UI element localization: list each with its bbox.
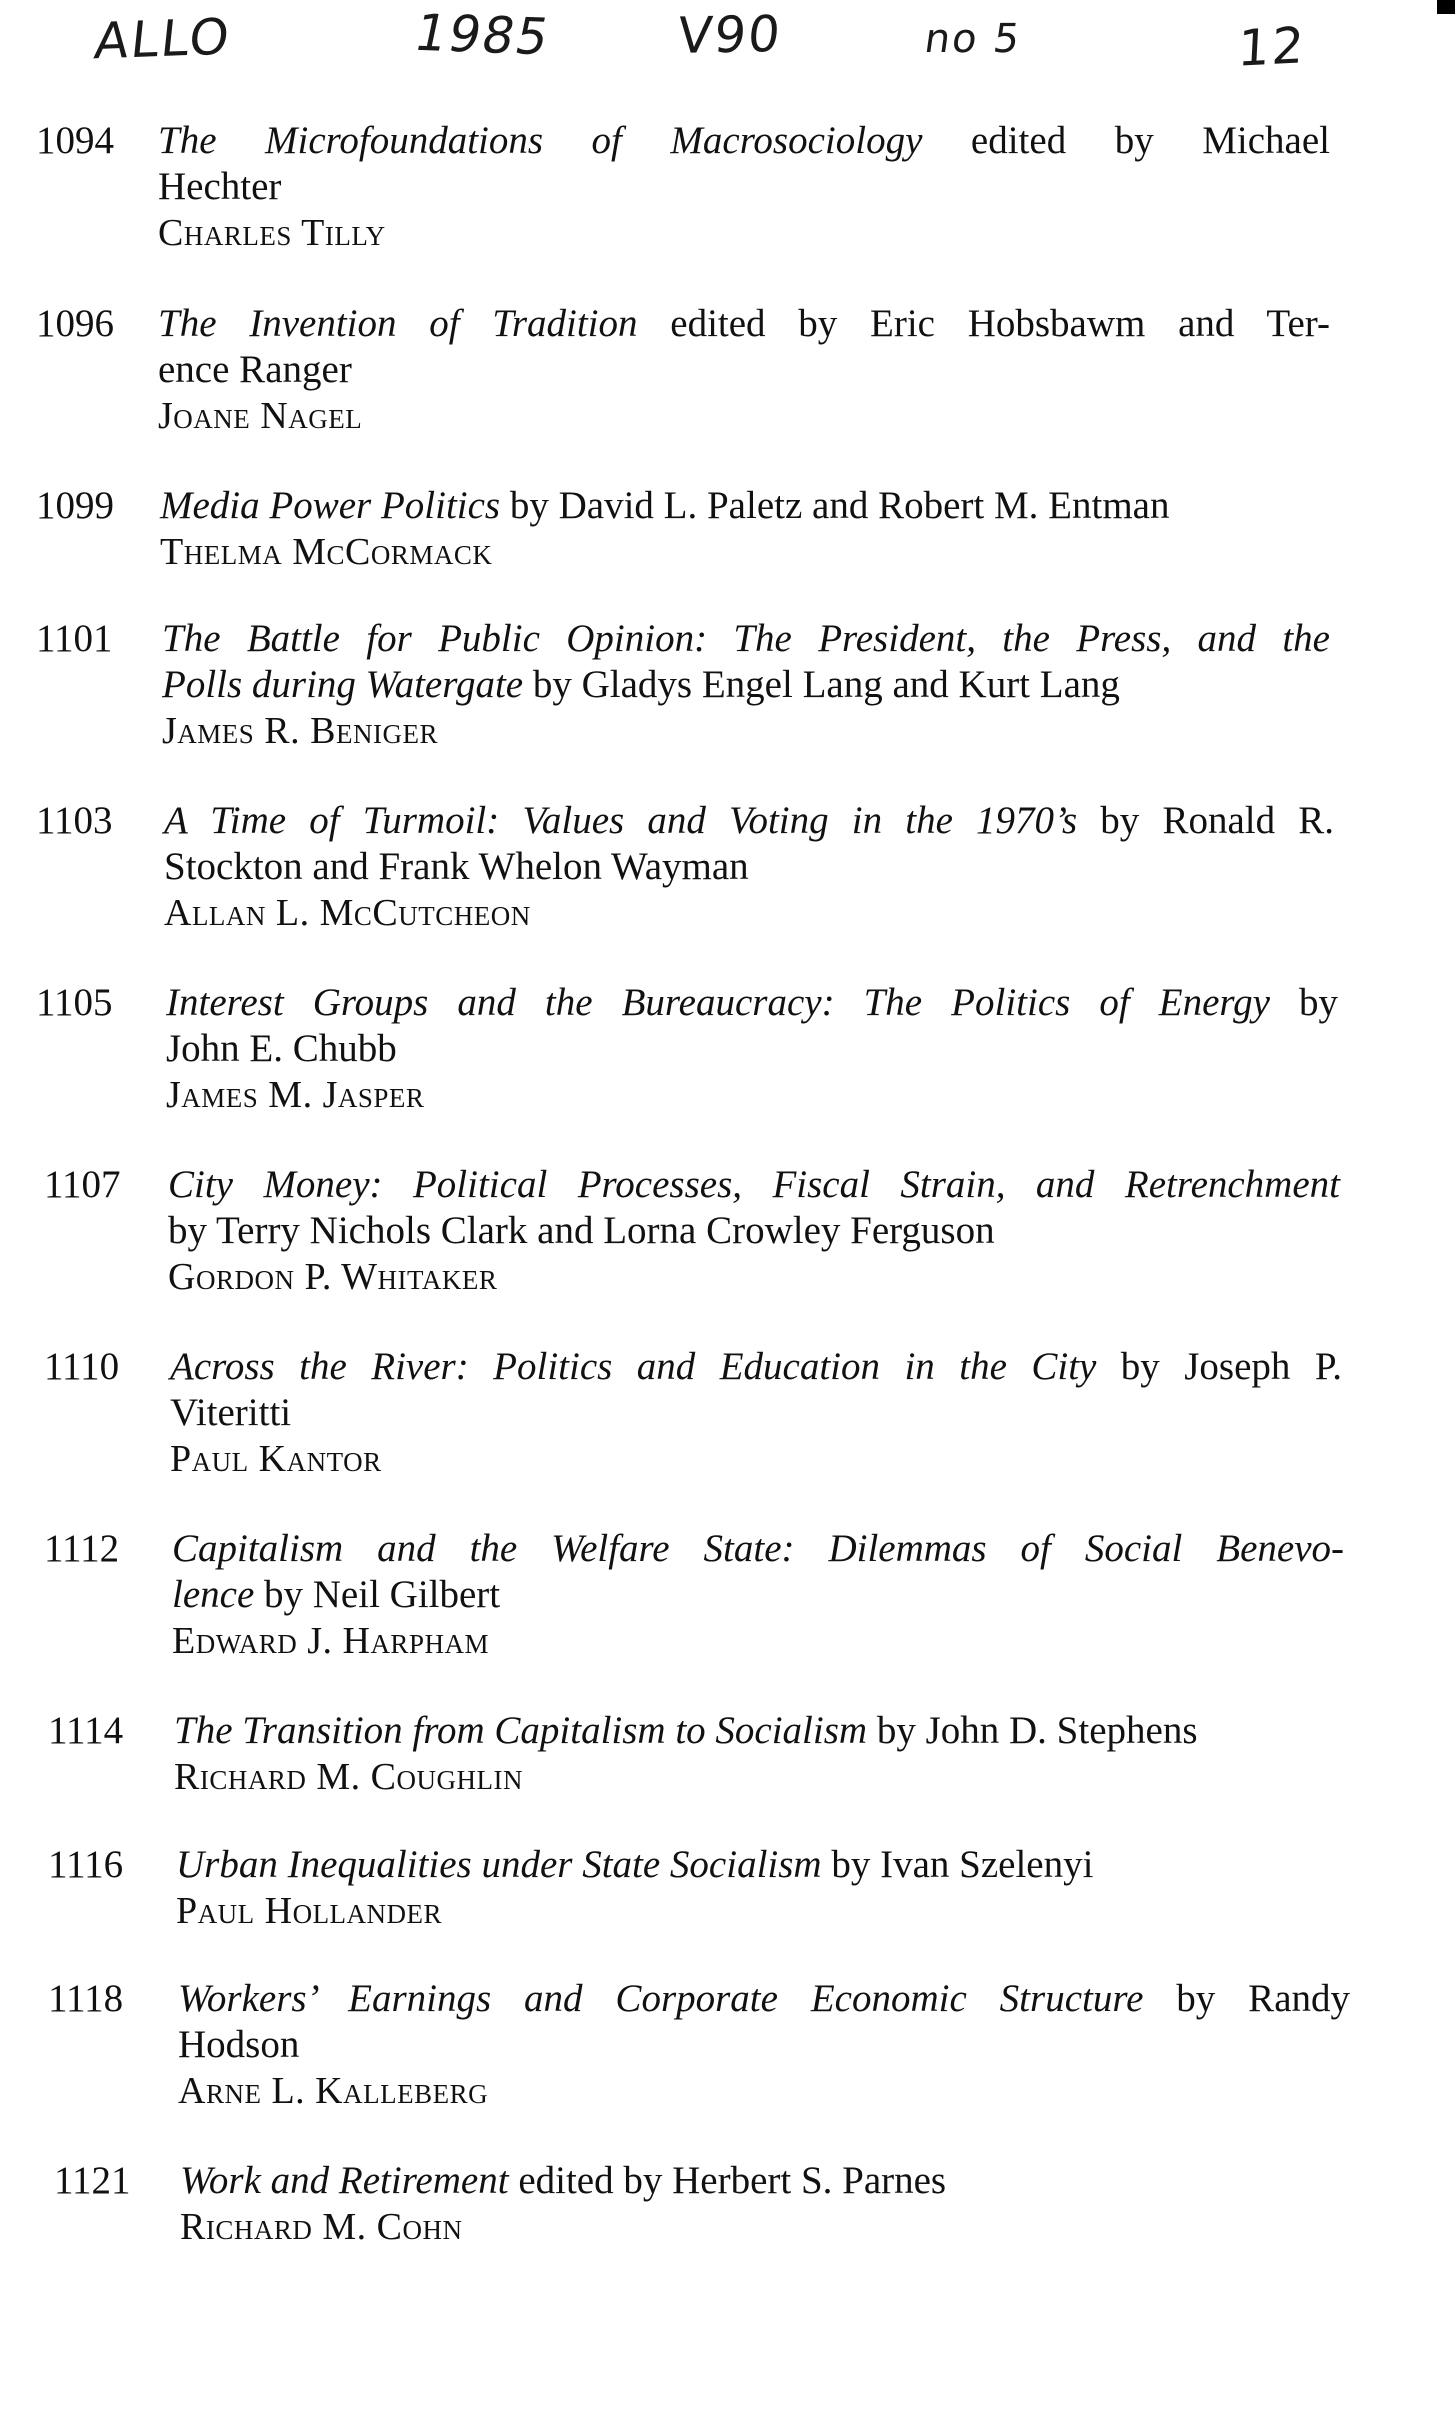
reviewer-name: Arne L. Kalleberg: [178, 2070, 489, 2112]
handwritten-volume: V90: [675, 5, 785, 65]
reviewer-name: Gordon P. Whitaker: [168, 1256, 498, 1298]
citation-line: [160, 483, 1326, 529]
page-number: 1112: [44, 1527, 120, 1570]
book-details: Hodson: [178, 2023, 300, 2066]
book-details: by Ronald R.: [1077, 799, 1334, 842]
book-title: Media Power Politics: [160, 484, 501, 527]
citation-line: [158, 118, 1330, 164]
citation-line: [158, 347, 1330, 393]
citation-line: [162, 662, 1330, 708]
page-number: 1096: [36, 302, 114, 345]
page-number: 1110: [44, 1345, 120, 1388]
book-title: Across the River: Politics and Education in the City: [170, 1345, 1097, 1388]
book-details: by Joseph P.: [1096, 1345, 1342, 1388]
reviewer-name: Joane Nagel: [158, 395, 363, 437]
citation-line: [168, 1162, 1340, 1208]
citation-line: [172, 1526, 1344, 1572]
reviewer-name: Charles Tilly: [158, 212, 386, 254]
citation-line: [174, 1708, 1340, 1754]
review-citation: [162, 616, 1330, 754]
page-number: 1121: [54, 2159, 131, 2202]
citation-line: [176, 1842, 1238, 1888]
book-title: City Money: Political Processes, Fiscal Strain, and Retrenchment: [168, 1163, 1340, 1206]
handwritten-count: 12: [1236, 16, 1308, 78]
citation-line: [170, 1344, 1342, 1390]
citation-line: [178, 2022, 1350, 2068]
book-details: by Randy: [1143, 1977, 1351, 2020]
book-details: by Ivan Szelenyi: [821, 1843, 1094, 1886]
book-title: lence: [172, 1573, 255, 1616]
book-title: The Battle for Public Opinion: The President, the Press, and the: [162, 617, 1330, 660]
book-details: John E. Chubb: [166, 1027, 397, 1070]
page-number: 1114: [48, 1709, 124, 1752]
review-citation: [158, 118, 1330, 256]
review-citation: [158, 301, 1330, 439]
book-details: by John D. Stephens: [867, 1709, 1198, 1752]
book-details: by David L. Paletz and Robert M. Entman: [500, 484, 1170, 527]
book-details: ence Ranger: [158, 348, 352, 391]
corner-mark: [1437, 0, 1455, 14]
book-details: edited by Eric Hobsbawm and Ter-: [637, 302, 1331, 345]
review-citation: [168, 1162, 1340, 1300]
book-details: edited by Michael: [922, 119, 1330, 162]
reviewer-name: Edward J. Harpham: [172, 1620, 489, 1662]
reviewer-name: Richard M. Coughlin: [174, 1756, 523, 1798]
book-details: Viteritti: [170, 1391, 292, 1434]
book-title: Interest Groups and the Bureaucracy: The Politics of Energy: [166, 981, 1270, 1024]
book-details: by Terry Nichols Clark and Lorna Crowley Ferguson: [168, 1209, 995, 1252]
review-citation: [170, 1344, 1342, 1482]
page-number: 1107: [44, 1163, 121, 1206]
book-title: Capitalism and the Welfare State: Dilemmas of Social Benevo-: [172, 1527, 1344, 1570]
citation-line: [162, 616, 1330, 662]
review-citation: [178, 1976, 1350, 2114]
book-title: The Microfoundations of Macrosociology: [158, 119, 923, 162]
reviewer-name: Thelma McCormack: [160, 531, 493, 573]
page-number: 1116: [48, 1843, 124, 1886]
reviewer-name: Paul Kantor: [170, 1438, 382, 1480]
citation-line: [172, 1572, 1344, 1618]
book-details: edited by Herbert S. Parnes: [508, 2159, 947, 2202]
review-citation: [160, 483, 1326, 575]
book-title: Polls during Watergate: [162, 663, 524, 706]
page-number: 1101: [36, 617, 113, 660]
citation-line: [164, 798, 1334, 844]
book-title: Urban Inequalities under State Socialism: [176, 1843, 822, 1886]
book-details: by Gladys Engel Lang and Kurt Lang: [523, 663, 1120, 706]
review-citation: [180, 2158, 1088, 2250]
citation-line: [178, 1976, 1350, 2022]
book-title: Work and Retirement: [180, 2159, 509, 2202]
citation-line: [168, 1208, 1340, 1254]
reviewer-name: James R. Beniger: [162, 710, 438, 752]
citation-line: [166, 1026, 1338, 1072]
review-citation: [176, 1842, 1238, 1934]
handwritten-issue: no 5: [921, 16, 1025, 62]
handwritten-mark: ALLO: [91, 7, 234, 71]
reviewer-name: James M. Jasper: [166, 1074, 425, 1116]
reviewer-name: Richard M. Cohn: [180, 2206, 463, 2248]
review-citation: [172, 1526, 1344, 1664]
book-title: The Invention of Tradition: [158, 302, 638, 345]
citation-line: [158, 301, 1330, 347]
citation-line: [158, 164, 1330, 210]
reviewer-name: Paul Hollander: [176, 1890, 443, 1932]
citation-line: [164, 844, 1334, 890]
review-citation: [166, 980, 1338, 1118]
book-title: A Time of Turmoil: Values and Voting in the 1970’s: [164, 799, 1078, 842]
citation-line: [166, 980, 1338, 1026]
book-details: by Neil Gilbert: [254, 1573, 501, 1616]
handwritten-year: 1985: [409, 3, 556, 67]
page-number: 1105: [36, 981, 113, 1024]
page-number: 1103: [36, 799, 113, 842]
page-number: 1094: [36, 119, 114, 162]
book-details: by: [1269, 981, 1338, 1024]
page-number: 1118: [48, 1977, 124, 2020]
book-details: Hechter: [158, 165, 282, 208]
reviewer-name: Allan L. McCutcheon: [164, 892, 531, 934]
page-number: 1099: [36, 484, 114, 527]
citation-line: [170, 1390, 1342, 1436]
book-title: Workers’ Earnings and Corporate Economic Structure: [178, 1977, 1144, 2020]
handwritten-annotations: [0, 0, 1455, 90]
review-citation: [174, 1708, 1340, 1800]
book-details: Stockton and Frank Whelon Wayman: [164, 845, 749, 888]
citation-line: [180, 2158, 1088, 2204]
book-title: The Transition from Capitalism to Socialism: [174, 1709, 868, 1752]
review-citation: [164, 798, 1334, 936]
